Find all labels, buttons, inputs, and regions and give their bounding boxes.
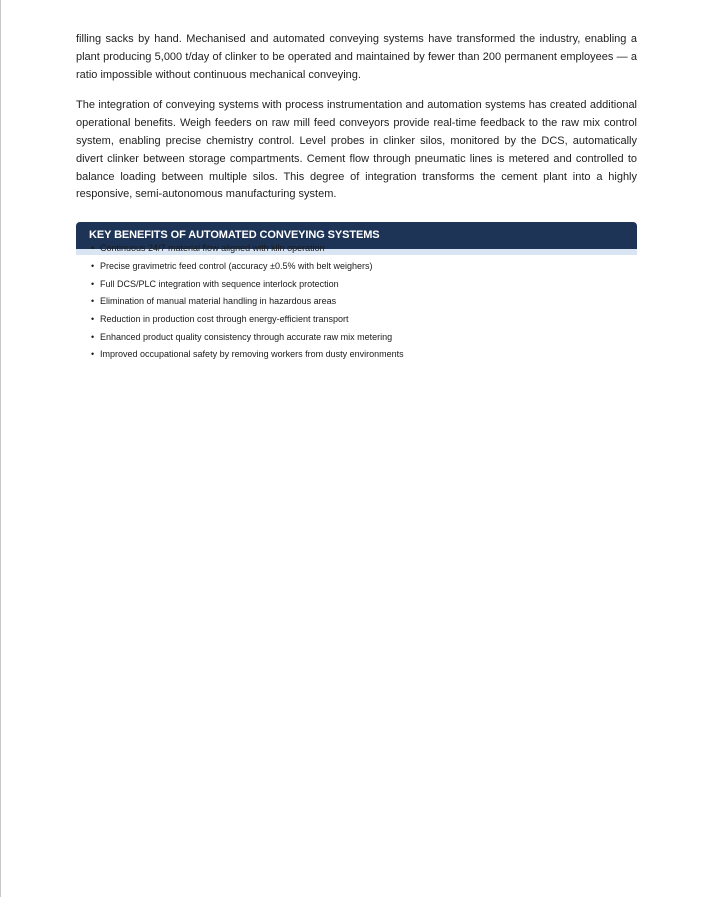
bullet-icon: • (91, 278, 95, 289)
benefit-text: Full DCS/PLC integration with sequence interlock protection (100, 278, 339, 289)
document-page (76, 31, 637, 367)
benefit-text: Enhanced product quality consistency through accurate raw mix metering (100, 331, 393, 342)
benefit-item (76, 314, 637, 332)
bullet-icon: • (91, 313, 95, 324)
bullet-icon: • (91, 349, 95, 360)
page-edge-line (0, 0, 1, 897)
callout-title: KEY BENEFITS OF AUTOMATED CONVEYING SYSTEMS (89, 229, 380, 242)
body-paragraph: filling sacks by hand. Mechanised and automated conveying systems have transformed the industry, enabling a plant producing 5,000 t/day of clinker to be operated and maintained by fewer than 200 permanent employees — a ratio impossible without continuous mechanical conveying. (76, 33, 637, 81)
bullet-icon: • (91, 243, 95, 254)
benefit-text: Elimination of manual material handling in hazardous areas (100, 296, 337, 307)
bullet-icon: • (91, 260, 95, 271)
body-paragraph: The integration of conveying systems with process instrumentation and automation systems has created additional operational benefits. Weigh feeders on raw mill feed conveyors provide real-time feedback to the raw mix control system, enabling precise chemistry control. Level probes in clinker silos, monitored by the DCS, automatically divert clinker between storage compartments. Cement flow through pneumatic lines is metered and controlled to balance loading between multiple silos. This degree of integration transforms the cement plant into a highly responsive, semi-autonomous manufacturing system. (76, 99, 637, 201)
benefit-item (76, 243, 637, 261)
benefit-text: Precise gravimetric feed control (accuracy ±0.5% with belt weighers) (100, 260, 373, 271)
key-benefits-callout (76, 222, 637, 367)
benefit-text: Reduction in production cost through energy-efficient transport (100, 313, 349, 324)
benefit-list (76, 243, 637, 367)
benefit-item (76, 332, 637, 350)
bullet-icon: • (91, 331, 95, 342)
benefit-item (76, 296, 637, 314)
bullet-icon: • (91, 296, 95, 307)
benefit-item (76, 349, 637, 367)
benefit-text: Improved occupational safety by removing workers from dusty environments (100, 349, 404, 360)
benefit-item (76, 261, 637, 279)
benefit-text: Continuous 24/7 material flow aligned with kiln operation (100, 243, 325, 254)
benefit-item (76, 279, 637, 297)
